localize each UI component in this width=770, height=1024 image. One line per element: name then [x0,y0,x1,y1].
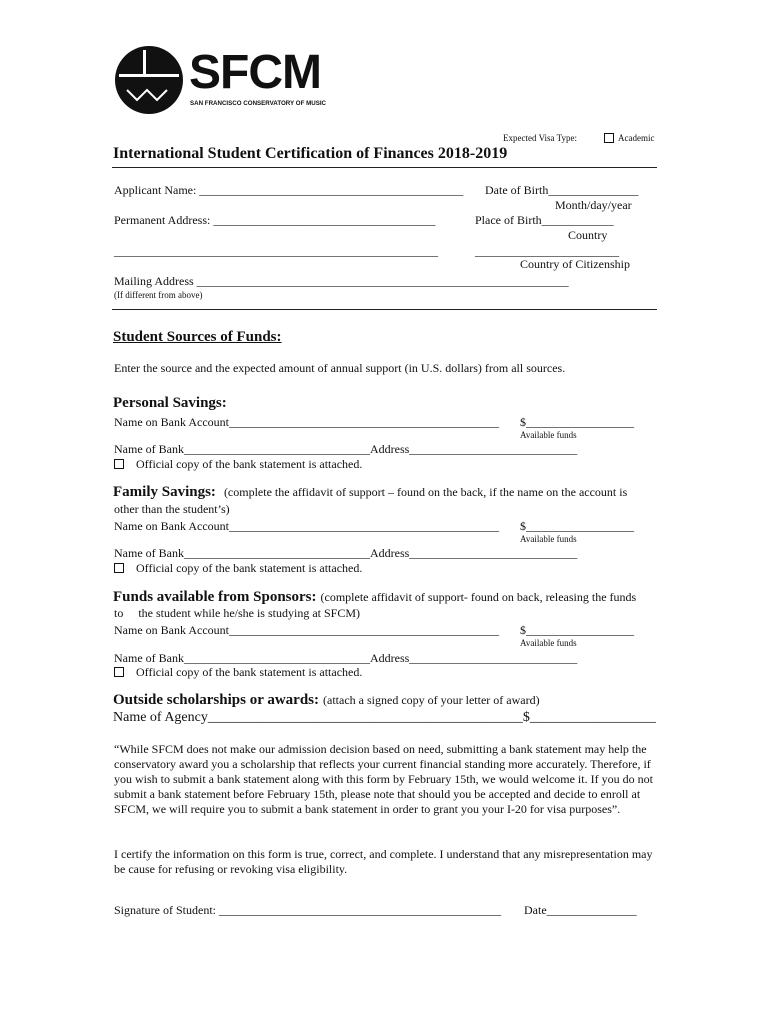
applicant-divider [112,309,657,310]
sources-intro: Enter the source and the expected amount of annual support (in U.S. dollars) from all sources. [114,361,566,375]
dob-hint: Month/day/year [555,198,632,212]
signature-field[interactable]: Signature of Student: _______________________________________________ [114,903,501,917]
agency-field[interactable]: Name of Agency_____________________________________________$__________________ [113,710,656,725]
permanent-address-field[interactable]: Permanent Address: _____________________________________ [114,213,436,227]
visa-type-label: Expected Visa Type: [503,133,577,143]
mailing-address-field[interactable]: Mailing Address ______________________________________________________________ [114,274,569,288]
scholarships-note: (attach a signed copy of your letter of award) [323,693,540,707]
academic-label: Academic [618,133,655,143]
family-bank-field[interactable]: Name of Bank_______________________________Address____________________________ [114,546,578,560]
family-attached-label: Official copy of the bank statement is attached. [136,561,363,575]
family-attached-option[interactable] [114,561,362,576]
certification-statement: I certify the information on this form is true, correct, and complete. I understand that any misrepresentation may be cause for refusing or revoking visa eligibility. [114,847,653,876]
family-amount-field[interactable]: $__________________ [520,519,634,533]
form-title: International Student Certification of Finances 2018-2019 [113,145,508,162]
family-account-field[interactable]: Name on Bank Account_____________________________________________ [114,519,499,533]
sponsors-amount-field[interactable]: $__________________ [520,623,634,637]
personal-account-field[interactable]: Name on Bank Account_____________________________________________ [114,415,499,429]
personal-attached-option[interactable] [114,457,362,472]
sponsors-attached-option[interactable] [114,665,362,680]
personal-attached-label: Official copy of the bank statement is attached. [136,457,363,471]
personal-attached-checkbox[interactable] [114,459,124,469]
signature-date-field[interactable]: Date_______________ [524,903,637,917]
scholarship-policy-paragraph: “While SFCM does not make our admission decision based on need, submitting a bank statement may help the conservatory award you a scholarship that reflects your current financial standing more accurately. Therefore, if you wish to submit a bank statement along with this form by February 15th, we would welcome it. If you do not submit a bank statement before February 15th, please note that should you be accepted and decide to enroll at SFCM, we will require you to submit a bank statement in order to grant you your I-20 for visa purposes”. [114,742,653,816]
logo-subtitle: SAN FRANCISCO CONSERVATORY OF MUSIC [190,100,327,107]
sponsors-heading: Funds available from Sponsors: [113,589,317,605]
sources-heading: Student Sources of Funds: [113,329,282,345]
sponsors-bank-field[interactable]: Name of Bank_______________________________Address____________________________ [114,651,578,665]
family-attached-checkbox[interactable] [114,563,124,573]
logo-wordmark: SFCM [189,46,321,99]
sfcm-logo [113,44,353,116]
applicant-name-field[interactable]: Applicant Name: ____________________________________________ [114,183,464,197]
scholarships-heading: Outside scholarships or awards: [113,692,320,708]
place-of-birth-field[interactable]: Place of Birth____________ [475,213,614,227]
personal-amount-field[interactable]: $__________________ [520,415,634,429]
family-savings-note: (complete the affidavit of support – found on the back, if the name on the account is [223,485,628,499]
family-available-hint: Available funds [520,534,577,544]
sponsors-row [113,588,636,606]
sponsors-note: (complete affidavit of support- found on back, releasing the funds [320,590,637,604]
date-of-birth-field[interactable]: Date of Birth_______________ [485,183,639,197]
personal-available-hint: Available funds [520,430,577,440]
citizenship-hint: Country of Citizenship [520,257,630,271]
sponsors-attached-label: Official copy of the bank statement is attached. [136,665,363,679]
visa-academic-option[interactable] [604,133,654,144]
sponsors-available-hint: Available funds [520,638,577,648]
personal-bank-field[interactable]: Name of Bank_______________________________Address____________________________ [114,442,578,456]
scholarships-row [113,691,540,709]
mailing-hint: (If different from above) [114,290,203,300]
sponsors-note-2: to the student while he/she is studying at SFCM) [114,606,360,620]
sponsors-account-field[interactable]: Name on Bank Account_____________________________________________ [114,623,499,637]
family-savings-note-2: other than the student’s) [114,502,230,516]
country-hint: Country [568,228,608,242]
sponsors-attached-checkbox[interactable] [114,667,124,677]
personal-savings-heading: Personal Savings: [113,395,227,411]
citizenship-field[interactable]: ________________________ [475,244,619,258]
title-divider [112,167,657,168]
academic-checkbox[interactable] [604,133,614,143]
logo-emblem-icon [113,44,185,116]
address-line-2-field[interactable]: ______________________________________________________ [114,244,438,258]
family-savings-heading: Family Savings: [113,484,216,500]
family-savings-row [113,483,627,501]
